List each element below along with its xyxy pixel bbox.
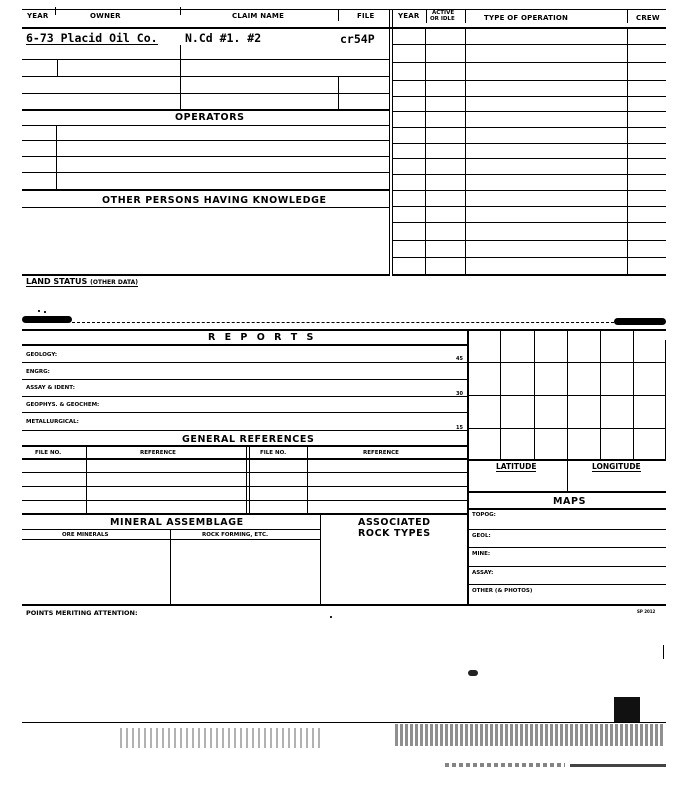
row-line — [22, 362, 467, 363]
map-assay: ASSAY: — [472, 570, 494, 576]
grid-line — [633, 329, 634, 459]
row-line — [392, 174, 666, 175]
grid-line — [567, 329, 568, 459]
row-line — [22, 379, 467, 380]
header-active-line2: OR IDLE — [430, 16, 455, 22]
row-line — [22, 189, 389, 191]
form-code: SP 2012 — [637, 609, 656, 614]
row-line — [392, 80, 666, 81]
scan-noise — [395, 724, 665, 746]
map-other: OTHER (& PHOTOS) — [472, 588, 533, 594]
map-mine: MINE: — [472, 551, 491, 557]
row-line — [22, 539, 320, 540]
grid-line — [467, 395, 665, 396]
fold-line — [72, 322, 614, 323]
geophys-label: GEOPHYS. & GEOCHEM: — [26, 402, 100, 408]
engrg-label: ENGRG: — [26, 369, 50, 375]
tick — [55, 7, 56, 15]
row-line — [392, 143, 666, 144]
speck — [38, 310, 40, 312]
reports-top — [22, 329, 666, 331]
row-line — [22, 396, 467, 397]
entry-underline — [26, 44, 158, 45]
row-line — [22, 472, 467, 473]
scan-noise — [570, 764, 666, 767]
col-line — [180, 45, 181, 109]
grid-line — [500, 329, 501, 459]
row-line — [22, 412, 467, 413]
map-topog: TOPOG: — [472, 512, 496, 518]
col-line — [425, 27, 426, 275]
registration-square — [614, 697, 640, 723]
row-line — [22, 445, 467, 447]
row-line — [467, 584, 666, 585]
row-line — [392, 111, 666, 112]
assay-label: ASSAY & IDENT: — [26, 385, 75, 391]
row-line — [392, 222, 666, 223]
metallurgical-label: METALLURGICAL: — [26, 419, 79, 425]
metallurgical-num: 15 — [456, 425, 463, 431]
header-type-of-operation: TYPE OF OPERATION — [484, 14, 569, 22]
scan-mark — [22, 316, 72, 323]
header-owner: OWNER — [90, 12, 121, 20]
other-persons-heading: OTHER PERSONS HAVING KNOWLEDGE — [102, 195, 327, 206]
col-line — [56, 125, 57, 189]
table-top-line — [22, 9, 666, 10]
scan-mark — [614, 318, 666, 325]
gen-ref-file-no-2: FILE NO. — [260, 450, 287, 456]
row-line — [22, 93, 389, 94]
col-line — [627, 27, 628, 275]
mineral-assemblage-title: MINERAL ASSEMBLAGE — [110, 517, 244, 528]
row-line — [22, 125, 389, 126]
row-line — [22, 76, 389, 77]
speck — [468, 670, 478, 676]
row-line — [392, 206, 666, 207]
row-line — [22, 207, 389, 208]
latitude-label: LATITUDE — [496, 462, 537, 471]
assay-num: 30 — [456, 391, 463, 397]
row-line — [22, 59, 389, 60]
row-line — [22, 604, 467, 606]
header-file: FILE — [357, 12, 375, 20]
land-status-label: LAND STATUS — [26, 277, 88, 286]
general-references-title: GENERAL REFERENCES — [182, 434, 315, 445]
geology-num: 45 — [456, 356, 463, 362]
operators-heading: OPERATORS — [175, 112, 245, 123]
col-line — [170, 529, 171, 605]
maps-title: MAPS — [553, 496, 587, 507]
row-line — [392, 62, 666, 63]
longitude-label: LONGITUDE — [592, 462, 641, 471]
row-line — [467, 547, 666, 548]
grid-line — [467, 362, 665, 363]
entry-year-owner: 6-73 Placid Oil Co. — [26, 31, 158, 45]
center-divider — [389, 9, 390, 276]
tick — [426, 9, 427, 23]
row-line — [392, 96, 666, 97]
row-line — [22, 140, 389, 141]
speck — [44, 311, 46, 313]
col-line — [246, 445, 247, 513]
ore-minerals-label: ORE MINERALS — [62, 532, 109, 538]
col-line — [465, 27, 466, 275]
header-crew: CREW — [636, 14, 660, 22]
header-year-2: YEAR — [398, 12, 420, 20]
row-line — [392, 190, 666, 191]
grid-line — [665, 340, 666, 460]
gen-ref-reference-2: REFERENCE — [363, 450, 399, 456]
row-line — [22, 109, 389, 111]
row-line — [467, 529, 666, 530]
row-line — [467, 566, 666, 567]
entry-claim-name: N.Cd #1. #2 — [185, 31, 262, 45]
tick — [465, 9, 466, 23]
row-line — [22, 156, 389, 157]
row-line — [22, 529, 320, 530]
geology-label: GEOLOGY: — [26, 352, 58, 358]
edge-mark — [663, 645, 664, 659]
row-line — [22, 430, 467, 431]
row-line — [467, 491, 666, 493]
row-line — [22, 458, 467, 460]
grid-line — [534, 329, 535, 459]
header-year: YEAR — [27, 12, 49, 20]
land-status-sub: (OTHER DATA) — [90, 279, 139, 286]
land-status-heading — [26, 277, 138, 287]
col-line — [307, 445, 308, 513]
row-line — [392, 240, 666, 241]
row-line — [22, 274, 389, 276]
row-line — [392, 158, 666, 159]
header-claim-name: CLAIM NAME — [232, 12, 285, 20]
row-line — [467, 508, 666, 510]
col-line — [57, 59, 58, 76]
row-line — [392, 127, 666, 128]
row-line — [392, 44, 666, 45]
row-line — [22, 172, 389, 173]
col-line — [86, 445, 87, 513]
grid-line — [600, 329, 601, 459]
reports-right-edge — [467, 329, 469, 605]
reports-title: R E P O R T S — [208, 332, 317, 343]
gen-ref-file-no-1: FILE NO. — [35, 450, 62, 456]
col-line — [338, 76, 339, 109]
tick — [627, 9, 628, 23]
associated-line1: ASSOCIATED — [358, 517, 431, 528]
header-bottom-line — [22, 27, 666, 29]
tick — [180, 7, 181, 15]
row-line — [467, 604, 666, 606]
points-meriting-attention: POINTS MERITING ATTENTION: — [26, 609, 138, 617]
scan-noise — [445, 763, 565, 767]
tick — [338, 9, 339, 21]
row-line — [22, 486, 467, 487]
associated-line2: ROCK TYPES — [358, 528, 431, 539]
gen-ref-reference-1: REFERENCE — [140, 450, 176, 456]
row-line — [392, 274, 666, 276]
header-active-line1: ACTIVE — [432, 10, 455, 16]
col-line — [249, 445, 250, 513]
speck — [330, 616, 332, 618]
col-line — [320, 513, 321, 605]
row-line — [392, 257, 666, 258]
map-geol: GEOL: — [472, 533, 491, 539]
grid-line — [467, 428, 665, 429]
bottom-line — [22, 722, 666, 723]
row-line — [22, 513, 467, 515]
row-line — [22, 344, 467, 346]
col-line — [567, 459, 568, 491]
rock-forming-label: ROCK FORMING, ETC. — [202, 532, 269, 538]
scan-noise — [120, 728, 320, 748]
entry-file: cr54P — [340, 32, 375, 46]
row-line — [22, 500, 467, 501]
